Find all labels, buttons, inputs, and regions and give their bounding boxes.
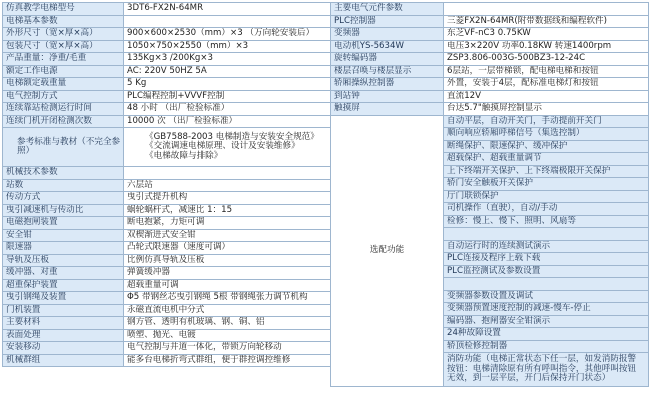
spec-value: 永磁直流电机中分式 <box>124 304 331 317</box>
feature-item: PLC监控测试及参数设置 <box>444 265 649 278</box>
component-label: 楼层召唤与楼层显示 <box>331 65 444 78</box>
component-row <box>331 90 649 103</box>
component-label: PLC控制器 <box>331 15 444 28</box>
fire-feature-line: 按钮：电梯清除原有所有呼叫指令，其他呼叫按钮 <box>447 363 637 374</box>
spec-value <box>124 167 331 180</box>
spec-label: 包装尺寸（宽×厚×高） <box>3 40 124 53</box>
reference-item: 《GB7588-2003 电梯制造与安装安全规范》 <box>145 131 319 142</box>
spec-label: 连续靠站检测运行时间 <box>3 103 124 116</box>
spec-value: PLC编程控制+VVVF控制 <box>124 90 331 103</box>
spec-value: 弹簧缓冲器 <box>124 267 331 280</box>
spec-value: 135Kg×3 /200Kg×3 <box>124 53 331 66</box>
spec-label: 参考标准与教材（不完全参照） <box>3 128 124 167</box>
component-value: 东芝VF-nC3 0.75KW <box>444 28 649 41</box>
spec-row <box>3 90 331 103</box>
component-row <box>331 40 649 53</box>
spec-value: 蜗轮蜗杆式，减速比 1：15 <box>124 204 331 217</box>
feature-item: 自动运行时的连续测试演示 <box>444 240 649 253</box>
spec-label: 电梯额定载重量 <box>3 78 124 91</box>
feature-item: 变频器预置速度控制的减速-慢车-停止 <box>444 303 649 316</box>
spec-value: 钢方管、透明有机玻璃、钢、铜、铝 <box>124 317 331 330</box>
spec-label: 外形尺寸（宽×厚×高） <box>3 28 124 41</box>
spec-value: 双楔渐进式安全钳 <box>124 229 331 242</box>
section-header: 主要电气元件参数 <box>331 3 444 16</box>
feature-item: 编码器、抱闸器安全钳演示 <box>444 315 649 328</box>
feature-item <box>444 278 649 291</box>
spec-value: 能多台电梯折弯式群组，便于群控调控维修 <box>124 354 331 367</box>
spec-row <box>3 128 331 167</box>
feature-item: 断绳保护、限速保护、缓冲保护 <box>444 140 649 153</box>
left-spec-table <box>2 2 331 367</box>
spec-value: 电气控制与井道一体化，带锁万向轮移动 <box>124 342 331 355</box>
spec-label: 限速器 <box>3 242 124 255</box>
component-label: 变频器 <box>331 28 444 41</box>
feature-item: 上下终端开关保护、上下终端极限开关保护 <box>444 165 649 178</box>
component-value: 电压3×220V 功率0.18KW 转速1400rpm <box>444 40 649 53</box>
spec-label: 安装移动 <box>3 342 124 355</box>
spec-row <box>3 204 331 217</box>
component-value: 直流12V <box>444 90 649 103</box>
feature-item: 轿顶检修控制器 <box>444 340 649 353</box>
component-row <box>331 53 649 66</box>
component-label: 电动机YS-5634W <box>331 40 444 53</box>
component-label: 触摸屏 <box>331 103 444 116</box>
spec-value: Φ5 带钢丝芯曳引钢绳 5根 带钢绳张力调节机构 <box>124 292 331 305</box>
spec-value: 10000 次 （出厂检验标准） <box>124 115 331 128</box>
spec-value: 超载重量可调 <box>124 279 331 292</box>
component-row <box>331 78 649 91</box>
component-value: 台达5.7"触摸屏控制显示 <box>444 103 649 116</box>
spec-value: 曳引式提升机构 <box>124 192 331 205</box>
spec-label: 表面处理 <box>3 329 124 342</box>
spec-label: 导轨及压板 <box>3 254 124 267</box>
feature-item-fire <box>444 353 649 387</box>
feature-item: 顺向响应轿厢呼梯信号（集选控制） <box>444 128 649 141</box>
spec-value: 凸轮式限速器（速度可调） <box>124 242 331 255</box>
spec-row <box>3 342 331 355</box>
feature-item <box>444 228 649 241</box>
section-header-row <box>331 3 649 16</box>
reference-item: 《交流调速电梯原理、设计及安装维修》 <box>145 141 300 152</box>
spec-row <box>3 15 331 28</box>
component-value: ZSP3.806-003G-500BZ3-12-24C <box>444 53 649 66</box>
spec-row <box>3 242 331 255</box>
spec-row <box>3 304 331 317</box>
component-row <box>331 103 649 116</box>
feature-item: 司机操作（直驶），自动/手动 <box>444 203 649 216</box>
spec-label: 连续门机开闭检测次数 <box>3 115 124 128</box>
component-row <box>331 65 649 78</box>
feature-row <box>331 115 649 128</box>
spec-value: 1050×750×2550（mm）×3 <box>124 40 331 53</box>
spec-label: 安全钳 <box>3 229 124 242</box>
spec-value: 48 小时 （出厂检验标准） <box>124 103 331 116</box>
spec-label: 传动方式 <box>3 192 124 205</box>
spec-row <box>3 192 331 205</box>
spec-label: 门机装置 <box>3 304 124 317</box>
spec-row <box>3 229 331 242</box>
feature-group-label: 选配功能 <box>331 115 444 387</box>
spec-label: 曳引钢绳及装置 <box>3 292 124 305</box>
spec-row <box>3 115 331 128</box>
spec-row <box>3 78 331 91</box>
spec-label: 仿真教学电梯型号 <box>3 3 124 16</box>
feature-item: 轿门安全触板开关保护 <box>444 178 649 191</box>
spec-value: 喷塑、抛光、电镀 <box>124 329 331 342</box>
spec-row <box>3 254 331 267</box>
spec-label: 站数 <box>3 179 124 192</box>
spec-row <box>3 179 331 192</box>
spec-label: 额定工作电源 <box>3 65 124 78</box>
spec-label: 电气控制方式 <box>3 90 124 103</box>
spec-row <box>3 40 331 53</box>
spec-row <box>3 329 331 342</box>
feature-item: 自动平层，自动开关门，手动提前开关门 <box>444 115 649 128</box>
fire-feature-line: 无效，到一层平层，开门后保持开门状态） <box>447 373 611 384</box>
component-value: 三菱FX2N-64MR(附带数据线和编程软件) <box>444 15 649 28</box>
spec-label: 机械技术参数 <box>3 167 124 180</box>
section-header-blank <box>444 3 649 16</box>
feature-item: PLC连接及程序上载下载 <box>444 253 649 266</box>
component-value: 外置，安装于4层，配标准电梯灯和按钮 <box>444 78 649 91</box>
spec-value: 断电抱紧，力矩可调 <box>124 217 331 230</box>
spec-row <box>3 28 331 41</box>
component-row <box>331 28 649 41</box>
spec-row <box>3 53 331 66</box>
spec-row <box>3 103 331 116</box>
spec-label: 主要材料 <box>3 317 124 330</box>
spec-row <box>3 279 331 292</box>
spec-row <box>3 3 331 16</box>
spec-label: 缓冲器、对重 <box>3 267 124 280</box>
spec-label: 超重保护装置 <box>3 279 124 292</box>
spec-label: 电梯基本参数 <box>3 15 124 28</box>
component-label: 到站钟 <box>331 90 444 103</box>
feature-item: 厅门联锁保护 <box>444 190 649 203</box>
spec-value: 3DT6-FX2N-64MR <box>124 3 331 16</box>
feature-item: 变频器参数设置及调试 <box>444 290 649 303</box>
spec-value: 比例仿真导轨及压板 <box>124 254 331 267</box>
spec-label: 产品重量：净重/毛重 <box>3 53 124 66</box>
reference-item: 《电梯故障与排除》 <box>145 150 223 161</box>
spec-row <box>3 354 331 367</box>
component-value: 6层站，一层带梯锁，配电梯电梯和按钮 <box>444 65 649 78</box>
spec-value: 5 Kg <box>124 78 331 91</box>
feature-item: 超载保护、超载重量调节 <box>444 153 649 166</box>
component-row <box>331 15 649 28</box>
component-label: 轿厢操纵控制器 <box>331 78 444 91</box>
spec-value <box>124 128 331 167</box>
spec-row <box>3 267 331 280</box>
spec-label: 机械群组 <box>3 354 124 367</box>
fire-feature-line: 消防功能（电梯正常状态下任一层，如发消防报警 <box>447 354 637 365</box>
spec-row <box>3 217 331 230</box>
spec-value <box>124 15 331 28</box>
feature-item: 24种故障设置 <box>444 328 649 341</box>
component-label: 旋转编码器 <box>331 53 444 66</box>
spec-row <box>3 292 331 305</box>
spec-row <box>3 317 331 330</box>
right-spec-table <box>330 2 649 387</box>
spec-row <box>3 65 331 78</box>
spec-value: 900×600×2530（mm）×3 （万向轮安装后） <box>124 28 331 41</box>
spec-row <box>3 167 331 180</box>
spec-label: 曳引减速机与传动比 <box>3 204 124 217</box>
spec-value: 六层站 <box>124 179 331 192</box>
spec-label: 电磁抱闸装置 <box>3 217 124 230</box>
feature-item: 检修：慢上、慢下、照明、风扇等 <box>444 215 649 228</box>
spec-value: AC: 220V 50HZ 5A <box>124 65 331 78</box>
